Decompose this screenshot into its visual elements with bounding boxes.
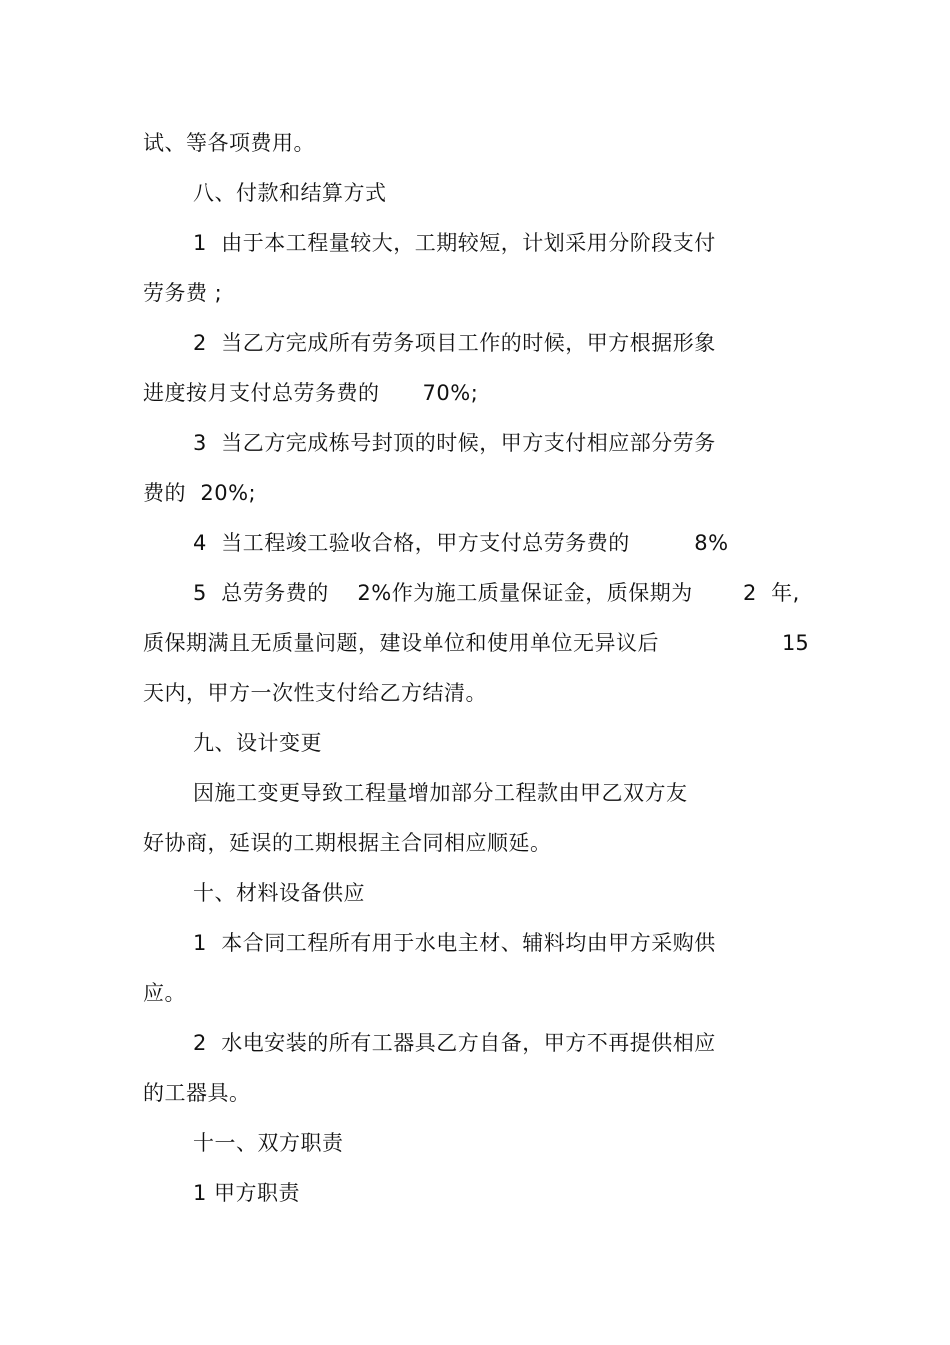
text-line-19: 2 水电安装的所有工器具乙方自备，甲方不再提供相应 — [193, 1031, 716, 1055]
text-line-9: 4 当工程竣工验收合格，甲方支付总劳务费的 8% — [193, 531, 729, 555]
text-line-6: 进度按月支付总劳务费的 70%; — [143, 381, 479, 405]
text-line-3: 1 由于本工程量较大，工期较短，计划采用分阶段支付 — [193, 231, 716, 255]
text-line-15: 好协商，延误的工期根据主合同相应顺延。 — [143, 831, 552, 855]
text-line-17: 1 本合同工程所有用于水电主材、辅料均由甲方采购供 — [193, 931, 716, 955]
text-line-4: 劳务费 ; — [143, 281, 223, 305]
text-line-20: 的工器具。 — [143, 1081, 251, 1105]
section-heading-payment: 八、付款和结算方式 — [193, 181, 387, 205]
text-line-11: 质保期满且无质量问题，建设单位和使用单位无异议后 — [143, 631, 659, 655]
text-line-12: 天内，甲方一次性支付给乙方结清。 — [143, 681, 487, 705]
text-number-15: 15 — [782, 631, 809, 655]
text-line-18: 应。 — [143, 981, 186, 1005]
section-heading-duties: 十一、双方职责 — [193, 1131, 344, 1155]
text-line-8: 费的 20%; — [143, 481, 257, 505]
text-line-1: 试、等各项费用。 — [143, 131, 315, 155]
text-line-14: 因施工变更导致工程量增加部分工程款由甲乙双方友 — [193, 781, 688, 805]
text-line-5: 2 当乙方完成所有劳务项目工作的时候，甲方根据形象 — [193, 331, 716, 355]
subheading-party-a-duties: 1 甲方职责 — [193, 1181, 301, 1205]
text-line-10: 5 总劳务费的 2%作为施工质量保证金，质保期为 2 年, — [193, 581, 800, 605]
section-heading-design-change: 九、设计变更 — [193, 731, 322, 755]
section-heading-materials: 十、材料设备供应 — [193, 881, 365, 905]
text-line-7: 3 当乙方完成栋号封顶的时候，甲方支付相应部分劳务 — [193, 431, 716, 455]
